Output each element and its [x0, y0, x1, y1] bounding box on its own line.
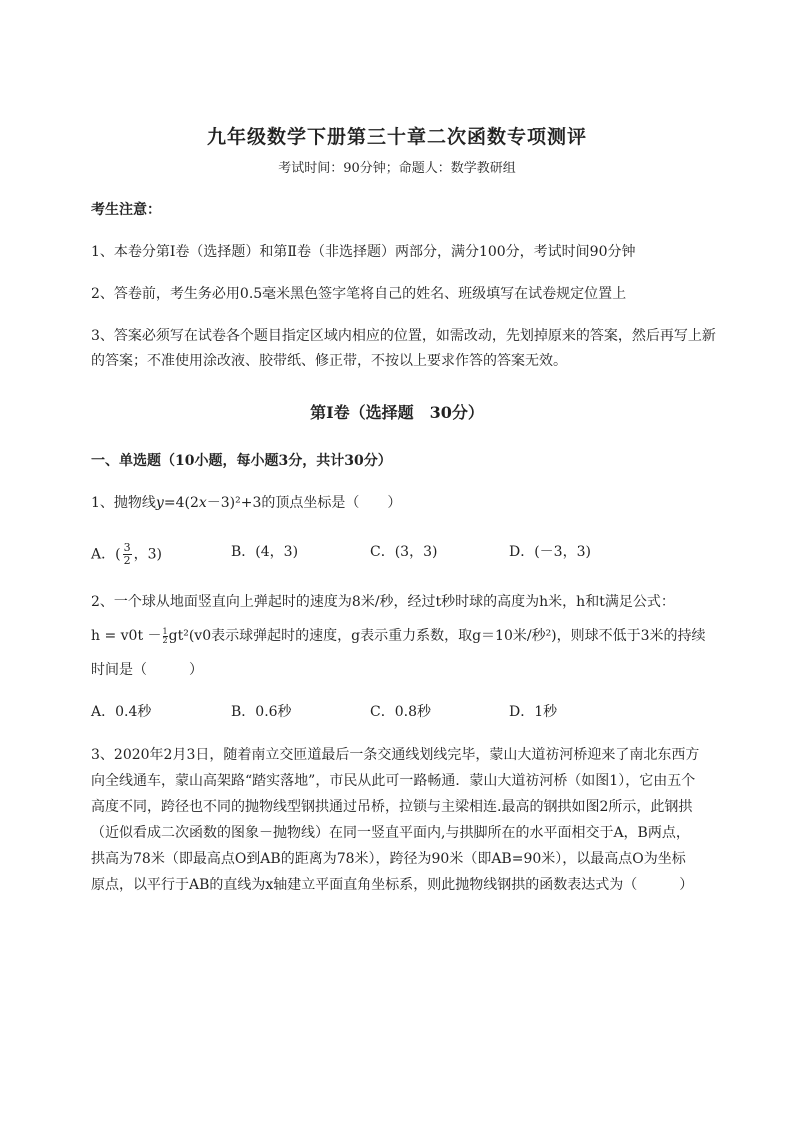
fraction-numerator: 3 [123, 541, 131, 554]
q2-option-d: D．1秒 [509, 704, 558, 720]
question-3-line-1: 3、2020年2月3日，随着南立交匝道最后一条交通线划线完毕，蒙山大道祊河桥迎来了南北东西方 [91, 747, 700, 763]
question-3-line-2: 向全线通车，蒙山高架路“踏实落地”，市民从此可一路畅通．蒙山大道祊河桥（如图1），它由五个 [91, 773, 696, 789]
q1-option-a-label: A．( [91, 546, 121, 563]
question-3-line-3: 高度不同，跨径也不同的抛物线型钢拱通过吊桥，拉锁与主梁相连.最高的钢拱如图2所示，此钢拱 [91, 799, 693, 815]
q2-option-c: C．0.8秒 [370, 704, 431, 720]
part-heading: 一、单选题（10小题，每小题3分，共计30分） [91, 453, 392, 469]
fraction [123, 542, 132, 567]
question-3-line-5: 拱高为78米（即最高点O到AB的距离为78米），跨径为90米（即AB=90米），以最高点O为坐标 [91, 851, 686, 867]
fraction-half [163, 628, 168, 645]
notice-item-2: 2、答卷前，考生务必用0.5毫米黑色签字笔将自己的姓名、班级填写在试卷规定位置上 [91, 286, 627, 302]
question-2-line-3: 时间是（ ） [91, 662, 203, 678]
q1-option-a-tail: ，3) [133, 546, 162, 563]
page-title: 九年级数学下册第三十章二次函数专项测评 [206, 126, 587, 148]
q1-option-a [91, 542, 162, 567]
question-1 [91, 493, 401, 513]
question-3-line-6: 原点，以平行于AB的直线为x轴建立平面直角坐标系，则此抛物线钢拱的函数表达式为（ ） [91, 877, 694, 893]
fraction-denominator: 2 [123, 554, 131, 567]
fraction-denominator: 2 [162, 635, 168, 645]
q2-formula-b: gt²(v0表示球弹起时的速度，g表示重力系数，取g＝10米/秒²)，则球不低于3米的持续 [168, 628, 706, 644]
exam-info: 考试时间：90分钟；命题人：数学教研组 [278, 161, 516, 176]
notice-item-3: 3、答案必须写在试卷各个题目指定区域内相应的位置，如需改动，先划掉原来的答案，然后再写上新 [91, 328, 716, 344]
q2-formula-a: h = v0t － [91, 628, 162, 644]
q2-option-b: B．0.6秒 [231, 704, 292, 720]
notice-item-1: 1、本卷分第Ⅰ卷（选择题）和第Ⅱ卷（非选择题）两部分，满分100分，考试时间90分钟 [91, 244, 636, 260]
fraction-numerator: 1 [162, 626, 168, 636]
notice-item-3-cont: 的答案；不准使用涂改液、胶带纸、修正带，不按以上要求作答的答案无效。 [91, 353, 567, 369]
q1-option-d: D．(－3，3) [509, 544, 591, 560]
question-2-line-1: 2、一个球从地面竖直向上弹起时的速度为8米/秒，经过t秒时球的高度为h米，h和t满足公式： [91, 594, 675, 610]
question-2-line-2 [91, 626, 706, 646]
q1-prefix: 1、抛物线 [91, 495, 156, 511]
q1-formula-tail: －3)²+3的顶点坐标是（ ） [206, 495, 402, 511]
question-3-line-4: （近似看成二次函数的图象－抛物线）在同一竖直平面内,与拱脚所在的水平面相交于A，B两点， [91, 825, 690, 841]
q1-var-x: x [198, 495, 207, 511]
q1-option-c: C．(3，3) [370, 544, 438, 560]
notice-heading: 考生注意： [91, 202, 161, 218]
section-title: 第Ⅰ卷（选择题 30分） [310, 403, 484, 422]
q1-var-y: y [155, 495, 164, 511]
q2-option-a: A．0.4秒 [91, 704, 152, 720]
q1-option-b: B．(4，3) [231, 544, 299, 560]
q1-formula-mid: =4(2 [163, 495, 199, 511]
